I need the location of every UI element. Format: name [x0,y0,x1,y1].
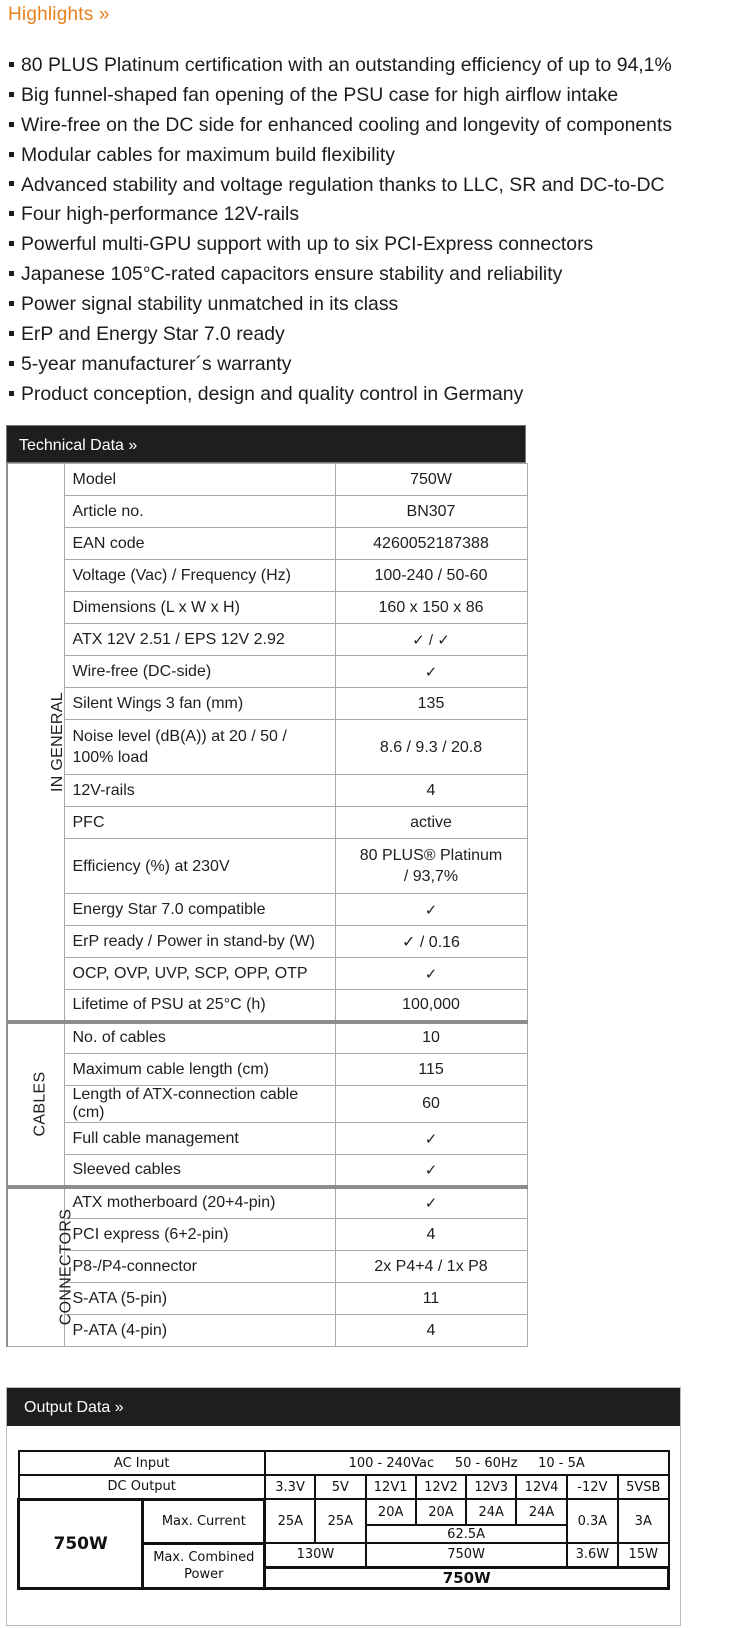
row-label: PFC [64,807,335,839]
table-row [7,656,527,688]
current-value: 25A [265,1499,315,1543]
ac-input-value: 100 - 240Vac 50 - 60Hz 10 - 5A [265,1451,669,1475]
max-current-label: Max. Current [143,1499,265,1543]
bullet-square-icon [9,92,14,97]
table-row [7,720,527,775]
row-value: 8.6 / 9.3 / 20.8 [335,720,527,775]
row-value: 80 PLUS® Platinum / 93,7% [335,839,527,894]
row-label: ATX 12V 2.51 / EPS 12V 2.92 [64,624,335,656]
row-label: PCI express (6+2-pin) [64,1219,335,1251]
current-value: 3A [618,1499,668,1543]
table-row [7,807,527,839]
rail-label: 12V4 [516,1475,566,1499]
row-label: Full cable management [64,1123,335,1155]
check-icon: ✓ [335,1155,527,1187]
row-value: 100-240 / 50-60 [335,560,527,592]
row-label: Maximum cable length (cm) [64,1054,335,1086]
current-value: 0.3A [567,1499,618,1543]
row-label: Voltage (Vac) / Frequency (Hz) [64,560,335,592]
current-value: 20A [416,1499,466,1525]
row-label: ATX motherboard (20+4-pin) [64,1187,335,1219]
row-value: ✓ / 0.16 [335,926,527,958]
highlight-item: Product conception, design and quality control in Germany [8,380,730,410]
highlight-item: Wire-free on the DC side for enhanced cooling and longevity of components [8,111,730,141]
bullet-square-icon [9,331,14,336]
current-value: 24A [516,1499,566,1525]
row-value: 100,000 [335,990,527,1022]
row-value: 4 [335,1315,527,1347]
rail-label: 5VSB [618,1475,668,1499]
current-value: 20A [366,1499,416,1525]
rail-label: 12V3 [466,1475,516,1499]
combined-power-12v: 750W [366,1543,567,1567]
bullet-square-icon [9,122,14,127]
row-value: 750W [335,464,527,496]
table-row [7,1251,527,1283]
highlight-item: Power signal stability unmatched in its class [8,290,730,320]
rail-label: 5V [315,1475,365,1499]
table-row [7,1054,527,1086]
technical-data-title: Technical Data » [6,425,526,463]
table-row [7,1123,527,1155]
row-value: 2x P4+4 / 1x P8 [335,1251,527,1283]
output-data-panel [6,1387,681,1626]
check-icon: ✓ [335,894,527,926]
highlights-title: Highlights » [8,4,110,25]
highlight-item: Modular cables for maximum build flexibility [8,141,730,171]
table-row [19,1451,669,1475]
row-label: Wire-free (DC-side) [64,656,335,688]
technical-data-panel [6,425,526,1347]
row-label: ErP ready / Power in stand-by (W) [64,926,335,958]
row-label: Sleeved cables [64,1155,335,1187]
bullet-square-icon [9,62,14,67]
highlight-item: Advanced stability and voltage regulation thanks to LLC, SR and DC-to-DC [8,171,730,201]
table-row [7,688,527,720]
row-value: BN307 [335,496,527,528]
highlight-item: Four high-performance 12V-rails [8,200,730,230]
row-value: 4 [335,775,527,807]
row-label: No. of cables [64,1022,335,1054]
check-icon: ✓ [335,1187,527,1219]
table-row [19,1499,669,1525]
row-value: ✓ / ✓ [335,624,527,656]
bullet-square-icon [9,152,14,157]
table-row [7,1219,527,1251]
technical-data-table [6,463,528,1347]
row-label: Efficiency (%) at 230V [64,839,335,894]
table-row [7,592,527,624]
output-data-title: Output Data » [7,1388,680,1426]
bullet-square-icon [9,361,14,366]
highlight-item: 5-year manufacturer´s warranty [8,350,730,380]
table-row [7,1315,527,1347]
row-value: 60 [335,1086,527,1123]
rail-label: 3.3V [265,1475,315,1499]
combined-12v-current: 62.5A [366,1525,567,1543]
table-row [7,464,527,496]
row-label: Noise level (dB(A)) at 20 / 50 / 100% load [64,720,335,775]
highlights-list [8,51,730,410]
row-label: S-ATA (5-pin) [64,1283,335,1315]
table-row [7,624,527,656]
model-label: 750W [19,1499,143,1588]
row-label: 12V-rails [64,775,335,807]
rail-label: 12V2 [416,1475,466,1499]
rail-label: -12V [567,1475,618,1499]
row-value: 160 x 150 x 86 [335,592,527,624]
table-row [7,560,527,592]
bullet-square-icon [9,241,14,246]
check-icon: ✓ [335,958,527,990]
row-value: 135 [335,688,527,720]
table-row [7,990,527,1022]
row-label: Length of ATX-connection cable (cm) [64,1086,335,1123]
output-data-table [17,1450,670,1590]
bullet-square-icon [9,181,14,186]
row-label: P8-/P4-connector [64,1251,335,1283]
row-label: P-ATA (4-pin) [64,1315,335,1347]
ac-input-label: AC Input [19,1451,265,1475]
highlight-item: 80 PLUS Platinum certification with an outstanding efficiency of up to 94,1% [8,51,730,81]
highlight-item: ErP and Energy Star 7.0 ready [8,320,730,350]
table-row [7,1187,527,1219]
row-value: 11 [335,1283,527,1315]
row-value: active [335,807,527,839]
row-value: 4 [335,1219,527,1251]
highlight-item: Japanese 105°C-rated capacitors ensure stability and reliability [8,260,730,290]
table-row [7,496,527,528]
combined-power-5vsb: 15W [618,1543,668,1567]
highlight-item: Big funnel-shaped fan opening of the PSU case for high airflow intake [8,81,730,111]
table-row [7,894,527,926]
bullet-square-icon [9,271,14,276]
row-label: EAN code [64,528,335,560]
table-row [7,1283,527,1315]
row-value: 4260052187388 [335,528,527,560]
table-row [7,775,527,807]
rail-label: 12V1 [366,1475,416,1499]
row-label: Article no. [64,496,335,528]
current-value: 24A [466,1499,516,1525]
table-row [7,1155,527,1187]
row-label: Dimensions (L x W x H) [64,592,335,624]
bullet-square-icon [9,391,14,396]
row-label: Silent Wings 3 fan (mm) [64,688,335,720]
combined-power-neg12: 3.6W [567,1543,618,1567]
max-combined-power-label: Max. Combined Power [143,1543,265,1588]
table-row [7,1086,527,1123]
combined-power-low: 130W [265,1543,366,1567]
row-label: Model [64,464,335,496]
table-row [19,1475,669,1499]
row-value: 10 [335,1022,527,1054]
row-label: Lifetime of PSU at 25°C (h) [64,990,335,1022]
check-icon: ✓ [335,1123,527,1155]
section-label-general: IN GENERAL [7,464,64,1022]
table-row [7,926,527,958]
row-value: 115 [335,1054,527,1086]
section-label-connectors: CONNECTORS [7,1187,64,1347]
table-row [7,839,527,894]
section-label-cables: CABLES [7,1022,64,1187]
bullet-square-icon [9,301,14,306]
dc-output-label: DC Output [19,1475,265,1499]
table-row [7,1022,527,1054]
total-power: 750W [265,1567,669,1588]
table-row [7,528,527,560]
bullet-square-icon [9,211,14,216]
row-label: Energy Star 7.0 compatible [64,894,335,926]
current-value: 25A [315,1499,365,1543]
check-icon: ✓ [335,656,527,688]
row-label: OCP, OVP, UVP, SCP, OPP, OTP [64,958,335,990]
highlight-item: Powerful multi-GPU support with up to six PCI-Express connectors [8,230,730,260]
table-row [7,958,527,990]
